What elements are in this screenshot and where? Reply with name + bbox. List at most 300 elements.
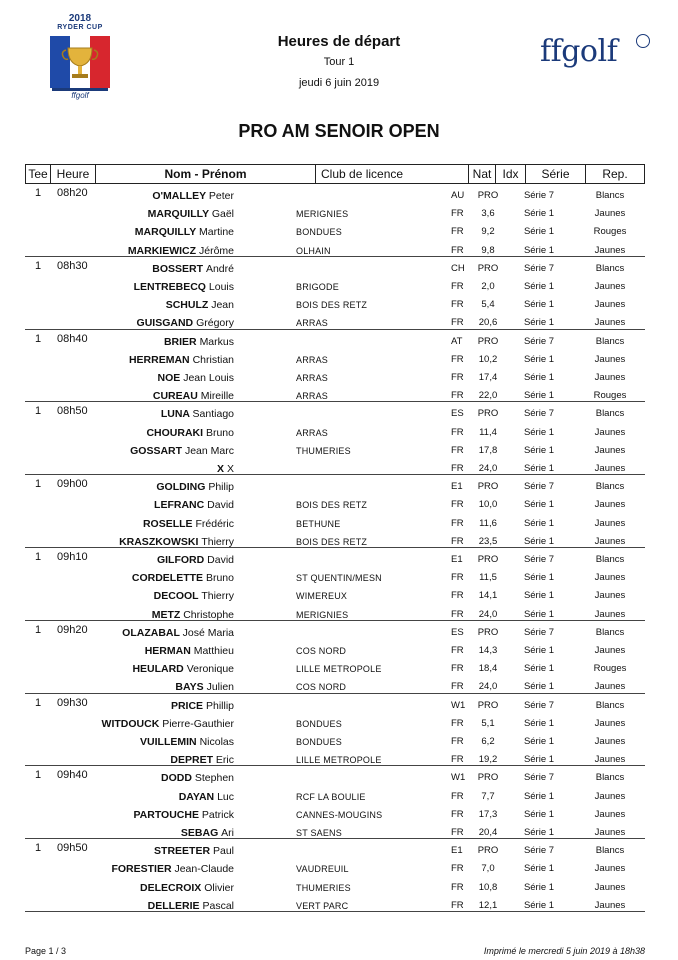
player-row xyxy=(25,879,645,897)
player-nat: ES xyxy=(451,408,464,420)
player-idx: PRO xyxy=(477,772,499,784)
player-serie: Série 1 xyxy=(523,590,555,602)
player-nat: W1 xyxy=(451,772,466,784)
group-time: 09h30 xyxy=(57,696,88,709)
tee-group xyxy=(25,257,645,330)
player-club: ARRAS xyxy=(296,391,329,402)
player-club: THUMERIES xyxy=(296,445,351,456)
player-last-name: CHOURAKI xyxy=(146,426,204,439)
player-idx: PRO xyxy=(477,845,499,857)
player-rep: Jaunes xyxy=(594,244,626,256)
player-idx: 24,0 xyxy=(478,462,498,474)
player-last-name: HERREMAN xyxy=(128,353,190,366)
player-first-name: Christian xyxy=(192,353,234,366)
ffgolf-logo xyxy=(540,34,617,69)
player-serie: Série 1 xyxy=(523,608,555,620)
group-time: 09h00 xyxy=(57,478,88,491)
player-last-name: MARQUILLY xyxy=(147,208,209,221)
player-rep: Jaunes xyxy=(594,717,626,729)
player-club: ARRAS xyxy=(296,427,329,438)
player-club: OLHAIN xyxy=(296,245,331,256)
player-nat: FR xyxy=(451,280,464,292)
group-tee: 1 xyxy=(35,332,42,345)
player-serie: Série 7 xyxy=(523,335,555,347)
player-club: BOIS DES RETZ xyxy=(296,500,368,511)
player-rep: Blancs xyxy=(595,408,625,420)
player-last-name: LUNA xyxy=(160,408,190,421)
player-serie: Série 1 xyxy=(523,353,555,365)
player-rep: Jaunes xyxy=(594,572,626,584)
player-name xyxy=(25,333,234,351)
player-name xyxy=(25,223,234,241)
player-nat: FR xyxy=(451,681,464,693)
player-serie: Série 1 xyxy=(523,299,555,311)
player-serie: Série 1 xyxy=(523,462,555,474)
player-row xyxy=(25,806,645,824)
player-row xyxy=(25,769,645,787)
player-rep: Jaunes xyxy=(594,517,626,529)
player-row xyxy=(25,296,645,314)
player-rep: Jaunes xyxy=(594,426,626,438)
player-row xyxy=(25,897,645,915)
player-first-name: David xyxy=(207,499,234,512)
player-nat: FR xyxy=(451,517,464,529)
player-serie: Série 1 xyxy=(523,208,555,220)
player-idx: 5,1 xyxy=(481,717,495,729)
player-club: COS NORD xyxy=(296,645,347,656)
player-last-name: DELLERIE xyxy=(147,899,200,912)
tee-time-groups xyxy=(25,184,645,912)
tee-group xyxy=(25,402,645,475)
player-nat: E1 xyxy=(451,481,463,493)
player-name xyxy=(25,715,234,733)
player-nat: FR xyxy=(451,881,464,893)
player-serie: Série 1 xyxy=(523,808,555,820)
player-club: RCF LA BOULIE xyxy=(296,791,366,802)
player-serie: Série 7 xyxy=(523,481,555,493)
player-row xyxy=(25,369,645,387)
player-rep: Jaunes xyxy=(594,608,626,620)
player-last-name: X xyxy=(217,462,225,475)
player-row xyxy=(25,842,645,860)
player-last-name: ROSELLE xyxy=(142,517,193,530)
player-name xyxy=(25,369,234,387)
player-idx: PRO xyxy=(477,190,499,201)
player-rep: Jaunes xyxy=(594,371,626,383)
group-tee: 1 xyxy=(35,478,42,491)
player-idx: 10,8 xyxy=(478,881,498,893)
player-club: ARRAS xyxy=(296,372,329,383)
player-last-name: DODD xyxy=(161,772,192,785)
group-tee: 1 xyxy=(35,550,42,563)
group-tee: 1 xyxy=(35,259,42,272)
player-idx: 24,0 xyxy=(478,608,498,620)
player-first-name: Veronique xyxy=(186,663,234,676)
player-club: BONDUES xyxy=(296,718,342,729)
player-nat: FR xyxy=(451,226,464,238)
player-row xyxy=(25,733,645,751)
player-row xyxy=(25,442,645,460)
player-serie: Série 7 xyxy=(523,190,555,201)
player-last-name: OLAZABAL xyxy=(122,626,180,639)
player-club: LILLE METROPOLE xyxy=(296,664,382,675)
player-first-name: Phillip xyxy=(205,699,234,712)
player-last-name: SCHULZ xyxy=(165,299,209,312)
player-rep: Jaunes xyxy=(594,826,626,838)
player-first-name: Bruno xyxy=(205,426,234,439)
player-nat: E1 xyxy=(451,845,463,857)
player-serie: Série 1 xyxy=(523,681,555,693)
player-first-name: Frédéric xyxy=(195,517,234,530)
player-serie: Série 1 xyxy=(523,644,555,656)
player-name xyxy=(25,551,234,569)
player-first-name: Gaël xyxy=(211,208,234,221)
tee-group xyxy=(25,475,645,548)
player-last-name: SEBAG xyxy=(180,826,219,839)
player-first-name: Jean Marc xyxy=(184,444,234,457)
player-rep: Jaunes xyxy=(594,590,626,602)
player-serie: Série 7 xyxy=(523,626,555,638)
player-rep: Jaunes xyxy=(594,299,626,311)
player-rep: Jaunes xyxy=(594,644,626,656)
player-idx: 7,0 xyxy=(481,863,495,875)
player-nat: FR xyxy=(451,754,464,766)
player-nat: FR xyxy=(451,317,464,329)
player-idx: 11,5 xyxy=(479,572,497,584)
player-first-name: Julien xyxy=(206,681,234,694)
player-nat: FR xyxy=(451,572,464,584)
player-club: BONDUES xyxy=(296,227,342,238)
player-last-name: GILFORD xyxy=(156,553,205,566)
player-first-name: X xyxy=(226,462,234,475)
group-time: 08h50 xyxy=(57,405,88,418)
table-header xyxy=(25,164,645,184)
player-club: BETHUNE xyxy=(296,518,341,529)
player-nat: FR xyxy=(451,371,464,383)
player-row xyxy=(25,587,645,605)
player-rep: Jaunes xyxy=(594,353,626,365)
player-last-name: METZ xyxy=(151,608,181,621)
logo-federation: ffgolf xyxy=(71,91,89,100)
player-nat: FR xyxy=(451,390,464,402)
tee-group xyxy=(25,184,645,257)
player-rep: Blancs xyxy=(595,481,625,493)
player-club: BOIS DES RETZ xyxy=(296,536,368,547)
player-row xyxy=(25,860,645,878)
player-club: ARRAS xyxy=(296,318,329,329)
player-idx: 19,2 xyxy=(478,754,498,766)
group-tee: 1 xyxy=(35,696,42,709)
player-rep: Jaunes xyxy=(594,899,626,911)
player-idx: 11,4 xyxy=(479,426,497,438)
player-rep: Blancs xyxy=(595,190,625,201)
player-rep: Blancs xyxy=(595,262,625,274)
col-tee: Tee xyxy=(26,165,51,183)
player-last-name: BOSSERT xyxy=(152,262,204,275)
player-first-name: Stephen xyxy=(194,772,234,785)
player-idx: 23,5 xyxy=(478,535,498,547)
print-timestamp: Imprimé le mercredi 5 juin 2019 à 18h38 xyxy=(483,946,645,956)
player-rep: Blancs xyxy=(595,772,625,784)
player-name xyxy=(25,424,234,442)
group-tee: 1 xyxy=(35,405,42,418)
player-first-name: Pascal xyxy=(202,899,234,912)
player-nat: FR xyxy=(451,535,464,547)
player-nat: FR xyxy=(451,863,464,875)
player-nat: FR xyxy=(451,717,464,729)
player-idx: 2,0 xyxy=(481,280,495,292)
player-first-name: Luc xyxy=(217,790,234,803)
player-name xyxy=(25,278,234,296)
player-row xyxy=(25,515,645,533)
page-number: Page 1 / 3 xyxy=(25,946,67,956)
player-last-name: CORDELETTE xyxy=(131,572,204,585)
player-rep: Jaunes xyxy=(594,735,626,747)
player-serie: Série 1 xyxy=(523,499,555,511)
player-serie: Série 1 xyxy=(523,280,555,292)
group-time: 09h10 xyxy=(57,550,88,563)
player-club: BONDUES xyxy=(296,736,342,747)
player-idx: 11,6 xyxy=(479,517,497,529)
player-first-name: Jean-Claude xyxy=(174,863,234,876)
player-last-name: FORESTIER xyxy=(111,863,172,876)
player-first-name: Matthieu xyxy=(193,644,234,657)
player-nat: ES xyxy=(451,626,464,638)
player-first-name: Eric xyxy=(215,754,234,767)
player-nat: FR xyxy=(451,808,464,820)
player-last-name: HERMAN xyxy=(144,644,191,657)
tee-group xyxy=(25,766,645,839)
group-time: 09h50 xyxy=(57,842,88,855)
player-name xyxy=(25,187,234,205)
player-rep: Blancs xyxy=(595,845,625,857)
player-idx: PRO xyxy=(477,408,499,420)
player-nat: W1 xyxy=(451,699,466,711)
player-row xyxy=(25,223,645,241)
player-last-name: GOLDING xyxy=(156,481,206,494)
player-last-name: CUREAU xyxy=(152,390,198,403)
player-club: ST SAENS xyxy=(296,827,342,838)
player-row xyxy=(25,697,645,715)
player-idx: 17,4 xyxy=(478,371,498,383)
player-first-name: Louis xyxy=(208,280,234,293)
player-rep: Jaunes xyxy=(594,681,626,693)
player-club: VERT PARC xyxy=(296,900,349,911)
player-name xyxy=(25,733,234,751)
player-last-name: PARTOUCHE xyxy=(133,808,199,821)
player-rep: Rouges xyxy=(593,663,627,675)
player-rep: Jaunes xyxy=(594,808,626,820)
player-nat: FR xyxy=(451,499,464,511)
player-serie: Série 7 xyxy=(523,845,555,857)
player-first-name: Santiago xyxy=(192,408,234,421)
player-idx: 9,8 xyxy=(481,244,495,256)
player-name xyxy=(25,806,234,824)
player-first-name: Olivier xyxy=(204,881,234,894)
player-first-name: André xyxy=(205,262,234,275)
player-rep: Blancs xyxy=(595,699,625,711)
player-idx: 10,0 xyxy=(478,499,498,511)
player-name xyxy=(25,897,234,915)
player-club: WIMEREUX xyxy=(296,591,348,602)
player-idx: 6,2 xyxy=(481,735,495,747)
player-row xyxy=(25,551,645,569)
player-serie: Série 1 xyxy=(523,517,555,529)
player-rep: Blancs xyxy=(595,335,625,347)
player-first-name: Ari xyxy=(221,826,234,839)
player-rep: Rouges xyxy=(593,226,627,238)
date-label: jeudi 6 juin 2019 xyxy=(298,77,380,89)
player-serie: Série 1 xyxy=(523,754,555,766)
player-idx: 22,0 xyxy=(478,390,498,402)
player-idx: 12,1 xyxy=(478,899,498,911)
player-idx: 18,4 xyxy=(478,663,498,675)
tee-group xyxy=(25,330,645,403)
player-nat: FR xyxy=(451,462,464,474)
player-nat: FR xyxy=(451,299,464,311)
player-row xyxy=(25,278,645,296)
player-serie: Série 7 xyxy=(523,772,555,784)
round-label: Tour 1 xyxy=(323,56,355,68)
player-rep: Jaunes xyxy=(594,881,626,893)
tee-group xyxy=(25,839,645,912)
player-rep: Jaunes xyxy=(594,499,626,511)
player-serie: Série 1 xyxy=(523,535,555,547)
player-name xyxy=(25,478,234,496)
player-last-name: O'MALLEY xyxy=(152,190,206,202)
player-rep: Jaunes xyxy=(594,462,626,474)
player-row xyxy=(25,788,645,806)
player-row xyxy=(25,187,645,205)
player-first-name: Patrick xyxy=(201,808,234,821)
tee-group xyxy=(25,548,645,621)
player-club: MERIGNIES xyxy=(296,209,349,220)
player-last-name: NOE xyxy=(157,371,181,384)
player-first-name: Paul xyxy=(212,845,234,858)
player-serie: Série 1 xyxy=(523,390,555,402)
player-last-name: LENTREBECQ xyxy=(133,280,206,293)
tee-group xyxy=(25,621,645,694)
player-rep: Blancs xyxy=(595,626,625,638)
col-nat: Nat xyxy=(469,165,496,183)
player-name xyxy=(25,515,234,533)
player-row xyxy=(25,496,645,514)
player-name xyxy=(25,405,234,423)
player-rep: Jaunes xyxy=(594,535,626,547)
player-nat: FR xyxy=(451,608,464,620)
player-club: THUMERIES xyxy=(296,882,351,893)
player-row xyxy=(25,715,645,733)
player-serie: Série 1 xyxy=(523,244,555,256)
player-first-name: Pierre-Gauthier xyxy=(162,717,234,730)
player-idx: 20,4 xyxy=(478,826,498,838)
player-serie: Série 1 xyxy=(523,663,555,675)
player-rep: Jaunes xyxy=(594,208,626,220)
player-row xyxy=(25,333,645,351)
player-name xyxy=(25,642,234,660)
player-row xyxy=(25,351,645,369)
player-nat: FR xyxy=(451,244,464,256)
player-first-name: Jérôme xyxy=(198,244,234,257)
player-nat: FR xyxy=(451,444,464,456)
col-serie: Série xyxy=(526,165,586,183)
col-heure: Heure xyxy=(51,165,96,183)
group-time: 08h20 xyxy=(57,187,88,199)
player-rep: Jaunes xyxy=(594,317,626,329)
player-last-name: STREETER xyxy=(154,845,211,858)
player-name xyxy=(25,879,234,897)
player-serie: Série 1 xyxy=(523,444,555,456)
player-idx: 14,3 xyxy=(478,644,498,656)
player-club: ARRAS xyxy=(296,354,329,365)
page-title: Heures de départ xyxy=(277,33,401,50)
player-last-name: KRASZKOWSKI xyxy=(119,535,199,548)
player-nat: FR xyxy=(451,663,464,675)
ffgolf-logo-text: ffgolf xyxy=(540,34,618,69)
player-idx: 10,2 xyxy=(478,353,498,365)
player-serie: Série 7 xyxy=(523,699,555,711)
player-name xyxy=(25,788,234,806)
player-serie: Série 7 xyxy=(523,262,555,274)
player-name xyxy=(25,296,234,314)
player-idx: 3,6 xyxy=(481,208,495,220)
player-serie: Série 1 xyxy=(523,572,555,584)
group-time: 08h30 xyxy=(57,259,88,272)
col-nom: Nom - Prénom xyxy=(96,165,316,183)
player-nat: CH xyxy=(451,262,465,274)
player-club: LILLE METROPOLE xyxy=(296,755,382,766)
player-name xyxy=(25,351,234,369)
player-first-name: Jean Louis xyxy=(183,371,234,384)
player-serie: Série 1 xyxy=(523,790,555,802)
player-serie: Série 1 xyxy=(523,371,555,383)
player-nat: FR xyxy=(451,353,464,365)
player-rep: Jaunes xyxy=(594,444,626,456)
player-name xyxy=(25,496,234,514)
player-row xyxy=(25,405,645,423)
player-club: COS NORD xyxy=(296,682,347,693)
player-first-name: José Maria xyxy=(182,626,234,639)
player-idx: PRO xyxy=(477,553,499,565)
player-nat: FR xyxy=(451,426,464,438)
player-last-name: VUILLEMIN xyxy=(140,735,197,748)
event-title: PRO AM SENOIR OPEN xyxy=(238,121,440,141)
player-serie: Série 1 xyxy=(523,317,555,329)
player-row xyxy=(25,478,645,496)
player-idx: 17,3 xyxy=(478,808,498,820)
player-name xyxy=(25,769,234,787)
player-idx: 5,4 xyxy=(481,299,495,311)
player-first-name: Grégory xyxy=(196,317,234,330)
player-name xyxy=(25,587,234,605)
logo-name: RYDER CUP xyxy=(57,24,103,31)
logo-year: 2018 xyxy=(68,13,92,24)
player-rep: Jaunes xyxy=(594,280,626,292)
player-nat: E1 xyxy=(451,553,463,565)
player-nat: AU xyxy=(451,190,465,201)
group-tee: 1 xyxy=(35,187,42,199)
player-nat: FR xyxy=(451,899,464,911)
player-first-name: Martine xyxy=(198,226,234,239)
player-rep: Rouges xyxy=(593,390,627,402)
player-idx: 9,2 xyxy=(481,226,495,238)
registered-icon xyxy=(636,34,650,48)
player-nat: FR xyxy=(451,644,464,656)
player-idx: PRO xyxy=(477,481,499,493)
player-row xyxy=(25,642,645,660)
player-last-name: DEPRET xyxy=(170,754,213,767)
player-rep: Jaunes xyxy=(594,790,626,802)
